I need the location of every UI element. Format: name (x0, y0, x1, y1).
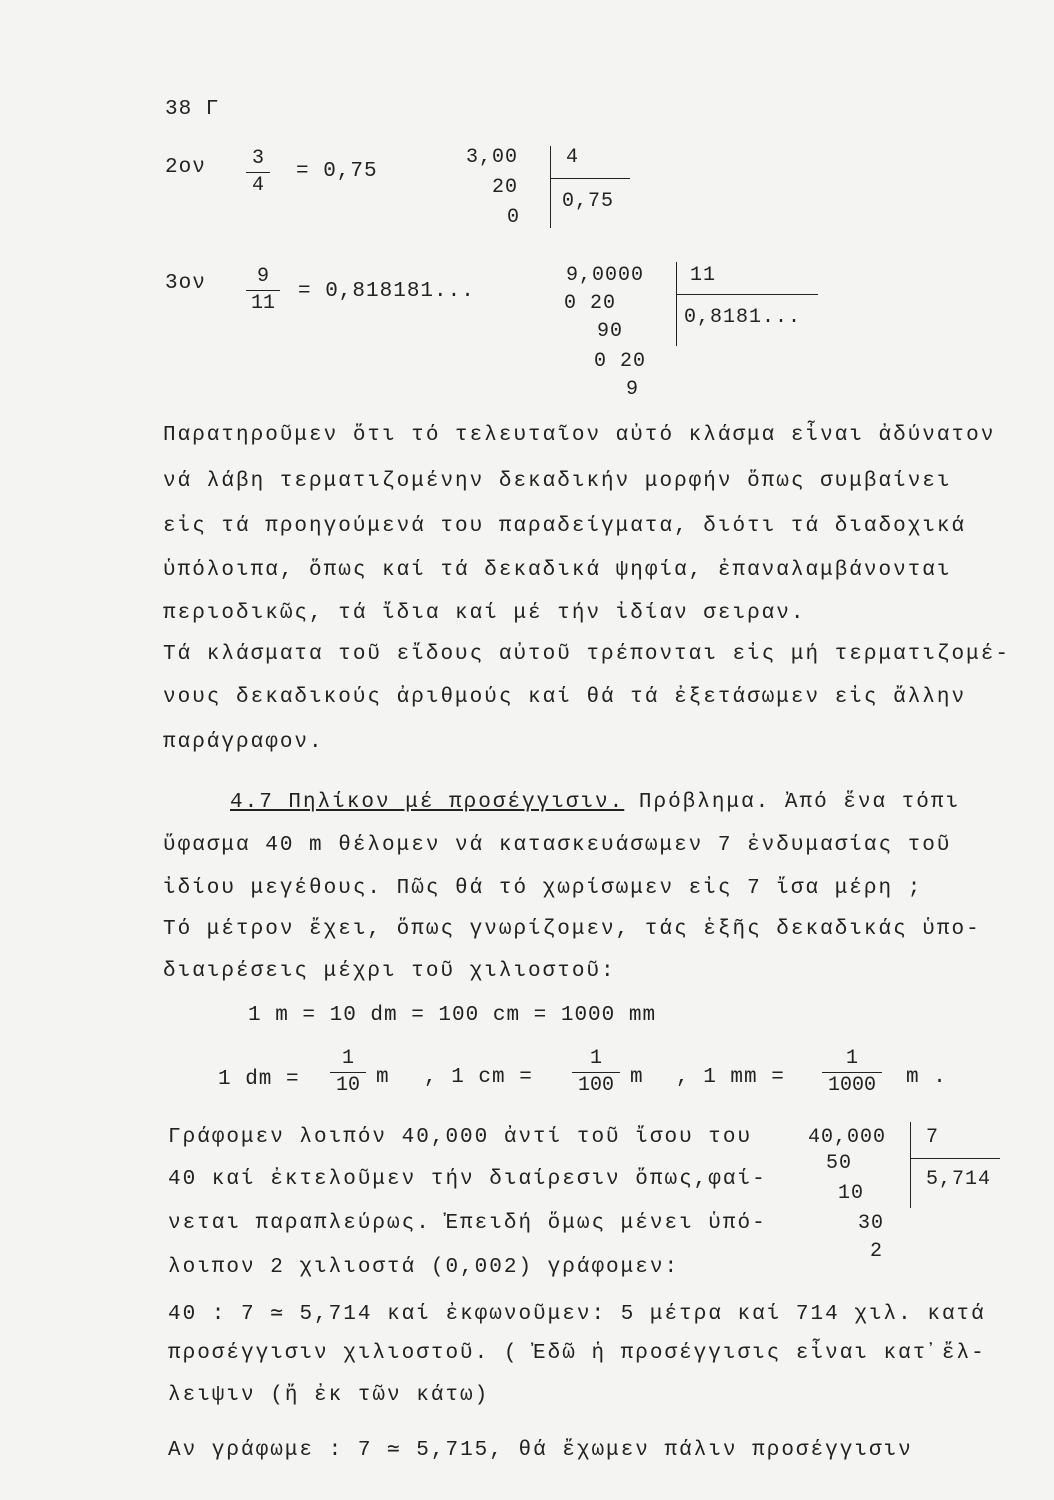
quotient: 0,8181... (684, 306, 802, 329)
text-line: Τό μέτρον ἔχει, ὅπως γνωρίζομεν, τάς ἑξῆς δεκαδικάς ὑπο- (163, 918, 981, 941)
division-line (550, 178, 630, 179)
dividend: 9,0000 (566, 264, 645, 287)
divisor: 4 (566, 146, 580, 169)
dividend: 40,000 (808, 1126, 887, 1149)
remainder: 30 (858, 1212, 885, 1235)
decimal-result: = 0,818181... (298, 280, 475, 303)
text-line: ἰδίου μεγέθους. Πῶς θά τό χωρίσωμεν εἰς 7 ἴσα μέρη ; (163, 877, 923, 900)
text-line: νά λάβη τερματιζομένην δεκαδικήν μορφήν ὅπως συμβαίνει (163, 470, 952, 493)
text-line: νους δεκαδικούς ἀριθμούς καί θά τά ἐξετάσωμεν εἰς ἄλλην (163, 686, 967, 709)
problem-intro: Πρόβλημα. Ἀπό ἕνα τόπι (624, 791, 961, 814)
fraction: 1 10 (330, 1048, 366, 1097)
remainder: 0 20 (564, 292, 617, 315)
section-heading-line (230, 791, 960, 814)
text-line: παράγραφον. (163, 731, 324, 754)
divisor: 7 (926, 1126, 940, 1149)
text-line: 40 καί ἐκτελοῦμεν τήν διαίρεσιν ὅπως,φαί- (168, 1168, 767, 1191)
quotient: 5,714 (926, 1168, 992, 1191)
unit-m: m (376, 1066, 390, 1089)
text-line: περιοδικῶς, τά ἴδια καί μέ τήν ἰδίαν σειραν. (163, 602, 806, 625)
fraction: 9 11 (246, 266, 280, 315)
unit-dm: 1 dm = (218, 1068, 300, 1091)
text-line: Γράφομεν λοιπόν 40,000 ἀντί τοῦ ἴσου του (168, 1126, 753, 1149)
remainder: 0 20 (594, 350, 647, 373)
text-line: λοιπον 2 χιλιοστά (0,002) γράφομεν: (168, 1256, 680, 1279)
remainder: 10 (838, 1182, 865, 1205)
example-label: 3ον (165, 272, 206, 295)
text-line: ὕφασμα 40 m θέλομεν νά κατασκευάσωμεν 7 ἐνδυμασίας τοῦ (163, 834, 952, 857)
fraction: 1 100 (572, 1048, 620, 1097)
remainder: 9 (626, 378, 640, 401)
remainder: 2 (870, 1240, 884, 1263)
section-heading: 4.7 Πηλίκον μέ προσέγγισιν. (230, 791, 625, 814)
division-line (910, 1122, 911, 1208)
text-line: 40 : 7 ≃ 5,714 καί ἐκφωνοῦμεν: 5 μέτρα καί 714 χιλ. κατά (168, 1303, 986, 1326)
text-line: εἰς τά προηγούμενά του παραδείγματα, διότι τά διαδοχικά (163, 515, 967, 538)
remainder: 0 (507, 206, 521, 229)
unit-m: m (630, 1066, 644, 1089)
division-line (676, 294, 818, 295)
text-line: λειψιν (ἤ ἐκ τῶν κάτω) (168, 1384, 490, 1407)
remainder: 50 (826, 1152, 853, 1175)
remainder: 20 (492, 176, 519, 199)
example-label: 2ον (165, 156, 206, 179)
decimal-result: = 0,75 (296, 160, 378, 183)
text-line: προσέγγισιν χιλιοστοῦ. ( Ἐδῶ ἡ προσέγγισις εἶναι κατ᾽ἔλ- (168, 1342, 986, 1365)
unit-mm: , 1 mm = (676, 1066, 785, 1089)
division-line (550, 146, 551, 228)
text-line: Παρατηροῦμεν ὅτι τό τελευταῖον αὐτό κλάσμα εἶναι ἀδύνατον (163, 424, 996, 447)
unit-line: 1 m = 10 dm = 100 cm = 1000 mm (248, 1004, 657, 1027)
text-line: Τά κλάσματα τοῦ εἴδους αὐτοῦ τρέπονται εἰς μή τερματιζομέ- (163, 643, 1010, 666)
unit-cm: , 1 cm = (424, 1066, 533, 1089)
text-line: ὑπόλοιπα, ὅπως καί τά δεκαδικά ψηφία, ἐπαναλαμβάνονται (163, 559, 952, 582)
text-line: διαιρέσεις μέχρι τοῦ χιλιοστοῦ: (163, 960, 616, 983)
unit-m: m . (906, 1066, 947, 1089)
text-line: νεται παραπλεύρως. Ἐπειδή ὅμως μένει ὑπό- (168, 1212, 767, 1235)
divisor: 11 (690, 264, 717, 287)
remainder: 90 (597, 320, 624, 343)
quotient: 0,75 (562, 190, 615, 213)
dividend: 3,00 (466, 146, 519, 169)
text-line: Αν γράφωμε : 7 ≃ 5,715, θά ἔχωμεν πάλιν προσέγγισιν (168, 1439, 913, 1462)
fraction: 3 4 (246, 148, 270, 197)
division-line (910, 1158, 1000, 1159)
division-line (676, 262, 677, 346)
page-number: 38 Γ (165, 98, 220, 121)
fraction: 1 1000 (822, 1048, 882, 1097)
